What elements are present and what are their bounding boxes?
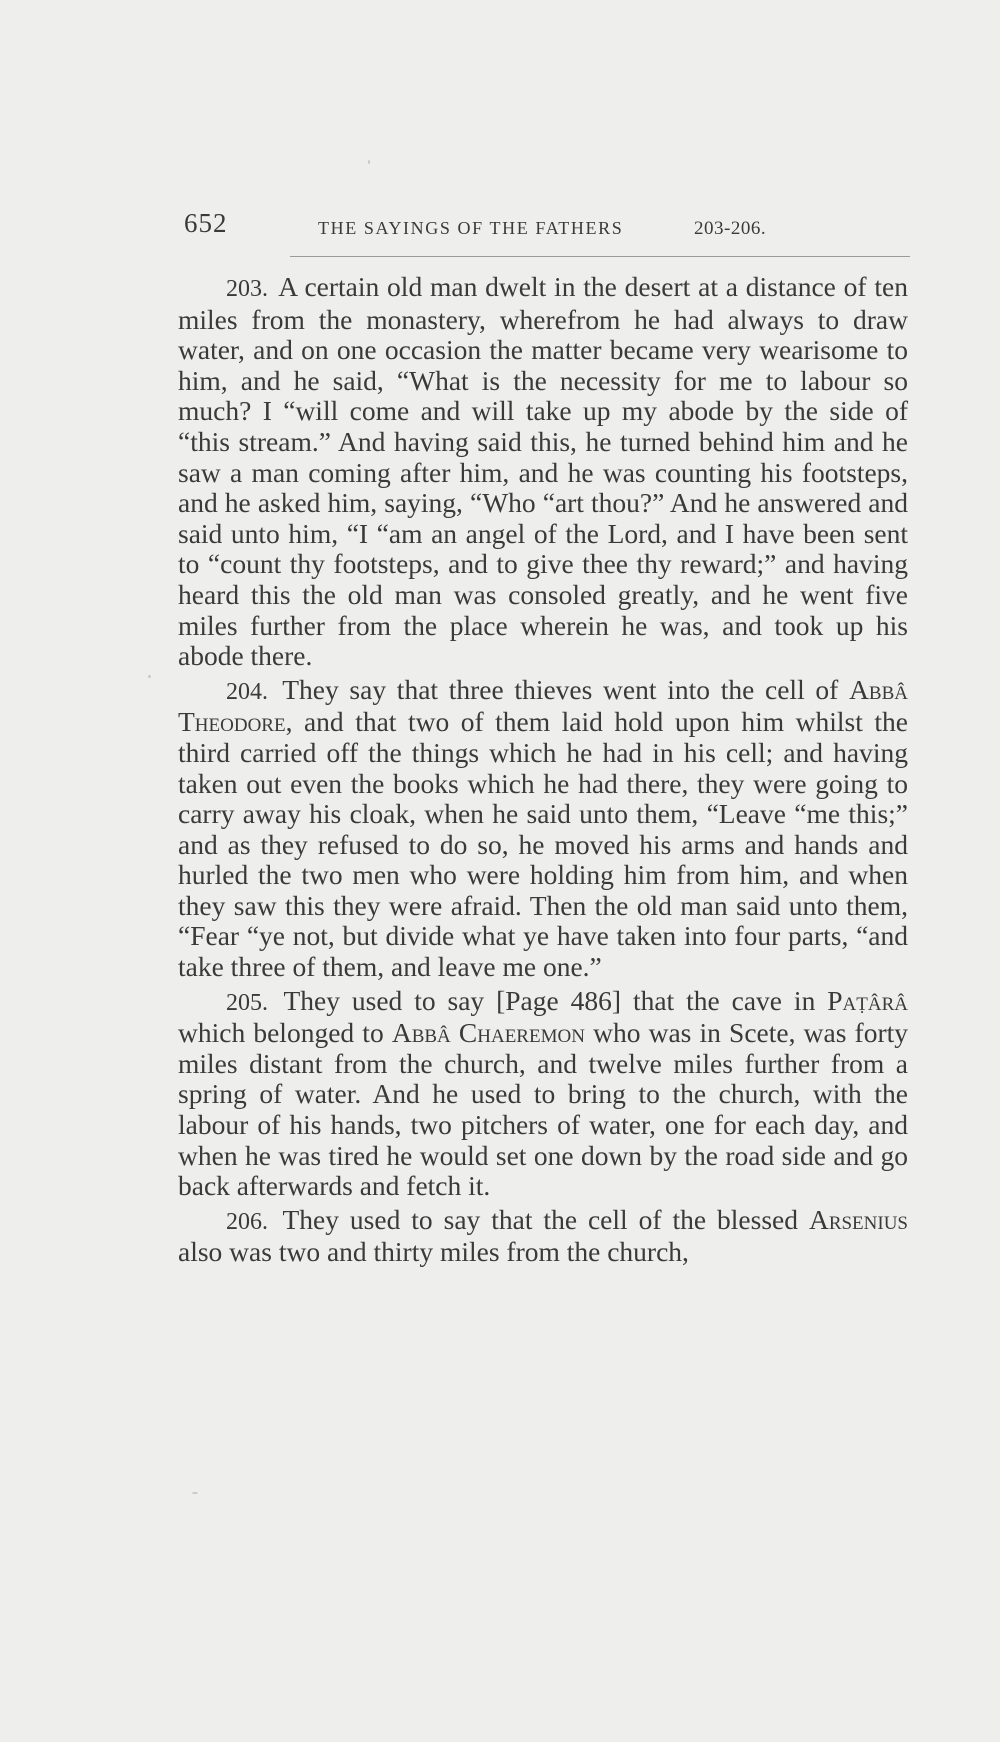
person-name: Abbâ Chaeremon — [391, 1017, 585, 1049]
body-text — [178, 272, 908, 1271]
page-number: 652 — [184, 208, 228, 238]
paragraph-number: 206. — [226, 1208, 268, 1235]
running-range: 203-206. — [694, 218, 767, 239]
paragraph-203 — [178, 272, 908, 672]
paper-speck — [148, 675, 151, 678]
paragraph-text: A certain old man dwelt in the desert at a distance of ten miles from the monastery, wherefrom he had always to draw water, and on one occasion the matter became very wearisome to him, and he said, “What is the necessity for me to labour so much? I “will come and will take up my abode by the side of “this stream.” And having said this, he turned behind him and he saw a man coming after him, and he was counting his footsteps, and he asked him, saying, “Who “art thou?” And he answered and said unto him, “I “am an angel of the Lord, and I have been sent to “count thy footsteps, and to give thee thy reward;” and having heard this the old man was consoled greatly, and he went five miles further from the place wherein he was, and took up his abode there. — [178, 271, 908, 672]
page-header — [184, 208, 910, 250]
person-name: Abbâ Theodore — [178, 673, 908, 738]
paragraph-text: which belonged to — [178, 1017, 392, 1049]
paragraph-text: They say that three thieves went into the cell of — [282, 673, 850, 705]
paragraph-number: 204. — [226, 678, 268, 705]
header-rule — [290, 256, 910, 257]
paragraph-204 — [178, 675, 908, 983]
paragraph-number: 205. — [226, 989, 268, 1016]
paragraph-206 — [178, 1205, 908, 1268]
paragraph-number: 203. — [226, 276, 268, 302]
place-name: Paṭârâ — [827, 984, 908, 1016]
paragraph-205 — [178, 986, 908, 1202]
paragraph-text: They used to say [Page 486] that the cave in — [283, 984, 828, 1016]
paper-speck — [368, 160, 370, 164]
paragraph-text: also was two and thirty miles from the church, — [178, 1236, 689, 1268]
paragraph-text: They used to say that the cell of the blessed — [282, 1203, 809, 1235]
paragraph-text: who was in Scete, was forty miles distant from the church, and twelve miles further from a spring of water. And he used to bring to the church, with the labour of his hands, two pitchers of water, one for each day, and when he was tired he would set one down by the road side and go back afterwards and fetch it. — [178, 1017, 908, 1202]
person-name: Arsenius — [808, 1203, 908, 1235]
paper-speck — [192, 1492, 198, 1494]
paragraph-text: , and that two of them laid hold upon him whilst the third carried off the things which he had in his cell; and having taken out even the books which he had there, they were going to carry away his cloak, when he said unto them, “Leave “me this;” and as they refused to do so, he moved his arms and hands and hurled the two men who were holding him from him, and when they saw this they were afraid. Then the old man said unto them, “Fear “ye not, but divide what ye have taken into four parts, “and take three of them, and leave me one.” — [178, 706, 908, 983]
running-title: THE SAYINGS OF THE FATHERS — [318, 218, 624, 238]
